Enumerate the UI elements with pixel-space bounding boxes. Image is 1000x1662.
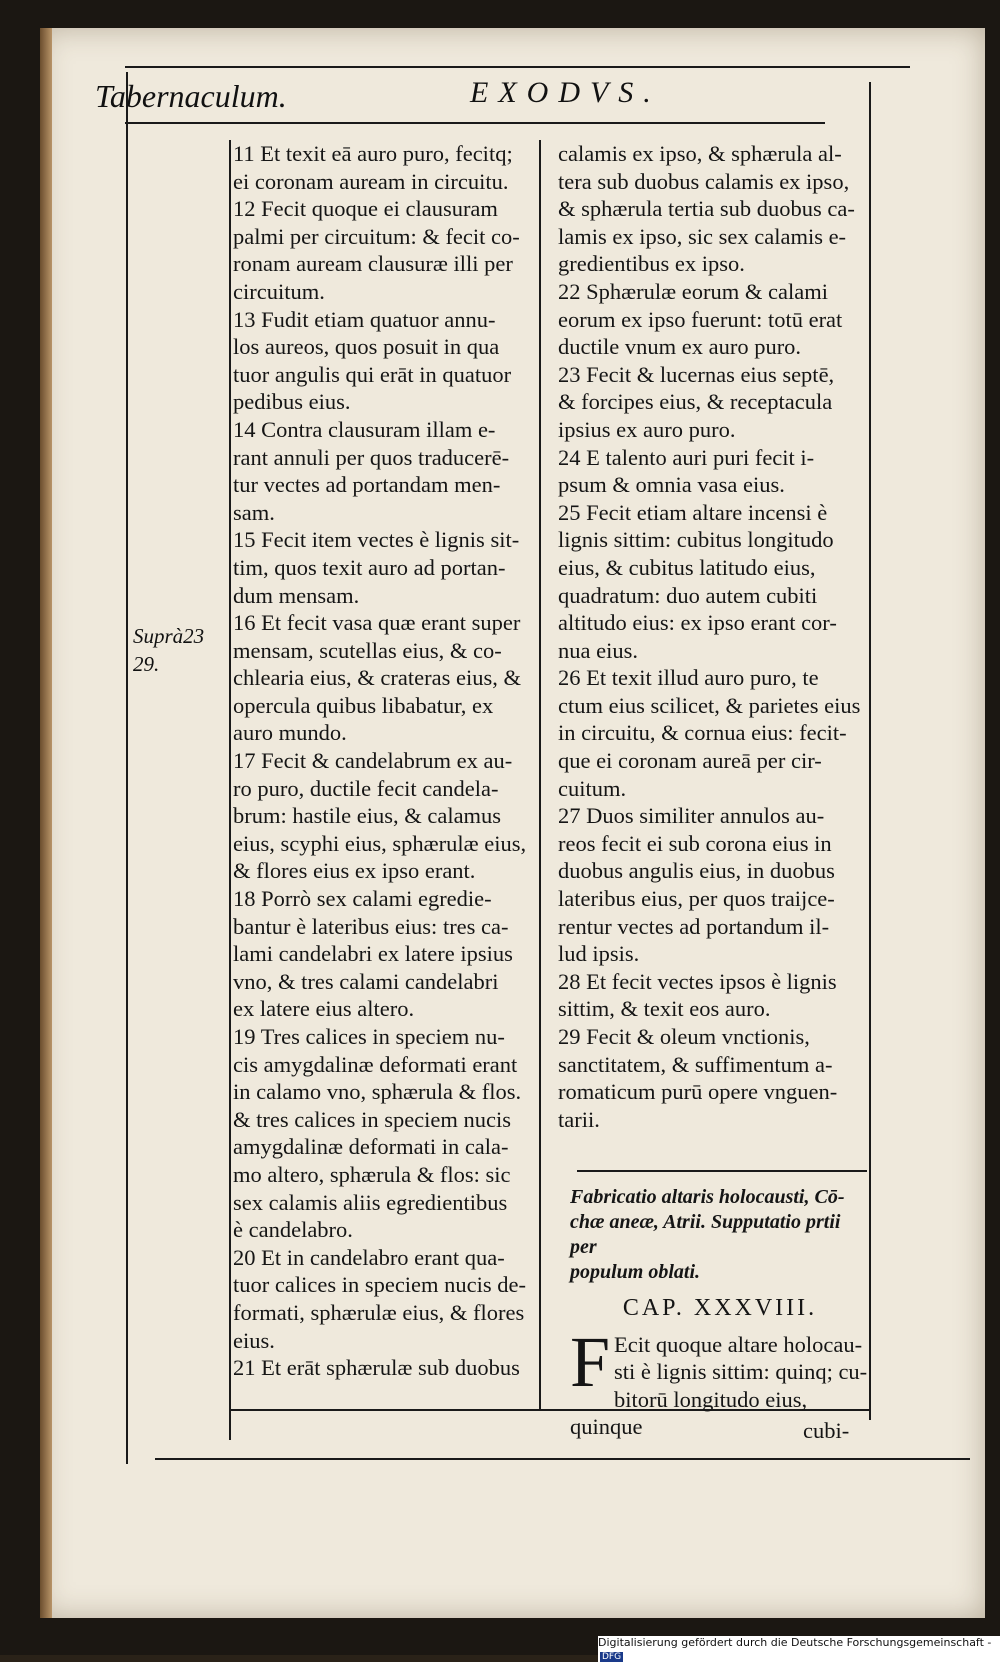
text-line: 16 Et fecit vasa quæ erant super xyxy=(233,610,521,636)
text-line: tuor angulis qui erāt in quatuor xyxy=(233,361,512,387)
text-line: sti è lignis sittim: quinq; cu- xyxy=(614,1359,868,1385)
bottom-rule-outer xyxy=(155,1458,970,1460)
text-line: 17 Fecit & candelabrum ex au- xyxy=(233,748,513,774)
right-column xyxy=(558,140,868,1133)
digitization-footer xyxy=(598,1636,1000,1662)
text-line: duobus angulis eius, in duobus xyxy=(558,858,835,884)
top-rule xyxy=(125,66,910,68)
text-line: 25 Fecit etiam altare incensi è xyxy=(558,499,828,525)
text-line: quadratum: duo autem cubiti xyxy=(558,582,818,608)
left-border xyxy=(126,72,128,1464)
margin-note-line: Suprà23 xyxy=(133,624,205,648)
text-line: sanctitatem, & suffimentum a- xyxy=(558,1051,833,1077)
text-line: bantur è lateribus eius: tres ca- xyxy=(233,913,509,939)
footer-text: Digitalisierung gefördert durch die Deutsche Forschungsgemeinschaft - xyxy=(598,1636,992,1649)
text-line: brum: hastile eius, & calamus xyxy=(233,803,502,829)
caption-line: chæ aneæ, Atrii. Supputatio prtii per xyxy=(570,1211,841,1258)
text-line: chlearia eius, & crateras eius, & xyxy=(233,665,521,691)
text-line: 19 Tres calices in speciem nu- xyxy=(233,1024,505,1049)
text-line: lamis ex ipso, sic sex calamis e- xyxy=(558,223,847,249)
text-line: & tres calices in speciem nucis xyxy=(233,1106,512,1132)
text-line: tarii. xyxy=(558,1106,600,1132)
text-line: ro puro, ductile fecit candela- xyxy=(233,775,499,801)
text-line: lud ipsis. xyxy=(558,941,640,967)
text-line: in calamo vno, sphærula & flos. xyxy=(233,1079,522,1105)
text-line: 15 Fecit item vectes è lignis sit- xyxy=(233,527,520,553)
text-line: eius, & cubitus latitudo eius, xyxy=(558,554,816,580)
text-line: eorum ex ipso fuerunt: totū erat xyxy=(558,306,843,332)
text-line: tur vectes ad portandam men- xyxy=(233,472,501,498)
text-line: 20 Et in candelabro erant qua- xyxy=(233,1244,505,1270)
text-line: 28 Et fecit vectes ipsos è lignis xyxy=(558,968,837,994)
text-line: cis amygdalinæ deformati erant xyxy=(233,1051,518,1077)
text-line: lignis sittim: cubitus longitudo xyxy=(558,527,834,553)
text-line: reos fecit ei sub corona eius in xyxy=(558,830,832,856)
text-line: bitorū longitudo eius, quinque xyxy=(570,1386,808,1440)
text-line: 13 Fudit etiam quatuor annu- xyxy=(233,306,496,332)
text-line: ductile vnum ex auro puro. xyxy=(558,334,802,360)
text-line: 26 Et texit illud auro puro, te xyxy=(558,665,819,691)
left-column xyxy=(233,140,553,1382)
catchword: cubi- xyxy=(803,1418,850,1443)
text-line: ei coronam auream in circuitu. xyxy=(233,168,509,194)
text-line: amygdalinæ deformati in cala- xyxy=(233,1134,509,1160)
text-line: 24 E talento auri puri fecit i- xyxy=(558,444,815,470)
text-line: & forcipes eius, & receptacula xyxy=(558,389,833,415)
text-line: auro mundo. xyxy=(233,720,347,746)
text-line: formati, sphærulæ eius, & flores xyxy=(233,1299,525,1325)
text-line: sex calamis aliis egredientibus xyxy=(233,1189,508,1215)
text-line: sittim, & texit eos auro. xyxy=(558,996,771,1022)
text-line: tuor calices in speciem nucis de- xyxy=(233,1272,527,1298)
text-line: 22 Sphærulæ eorum & calami xyxy=(558,278,828,304)
text-line: palmi per circuitum: & fecit co- xyxy=(233,223,520,249)
text-line: lateribus eius, per quos traijce- xyxy=(558,886,835,912)
text-line: nua eius. xyxy=(558,637,638,663)
header-rule xyxy=(125,122,825,124)
text-line: eius, scyphi eius, sphærulæ eius, xyxy=(233,830,527,856)
margin-note-line: 29. xyxy=(133,652,160,676)
text-line: ipsius ex auro puro. xyxy=(558,416,736,442)
text-line: calamis ex ipso, & sphærula al- xyxy=(558,141,842,166)
text-line: circuitum. xyxy=(233,278,325,304)
text-line: sam. xyxy=(233,499,275,525)
text-line: 29 Fecit & oleum vnctionis, xyxy=(558,1024,810,1049)
text-line: 11 Et texit eā auro puro, fecitq; xyxy=(233,141,513,166)
running-head-left: Tabernaculum. xyxy=(95,78,287,114)
text-line: in circuitu, & cornua eius: fecit- xyxy=(558,720,847,746)
margin-note xyxy=(133,622,204,678)
page-edge xyxy=(40,28,52,1618)
text-line: que ei coronam aureā per cir- xyxy=(558,748,822,774)
caption-line: populum oblati. xyxy=(570,1261,701,1283)
text-line: opercula quibus libabatur, ex xyxy=(233,692,494,718)
text-line: Ecit quoque altare holocau- xyxy=(614,1331,863,1357)
text-line: & flores eius ex ipso erant. xyxy=(233,858,476,884)
text-line: rant annuli per quos traducerē- xyxy=(233,444,510,470)
text-line: mensam, scutellas eius, & co- xyxy=(233,637,502,663)
text-line: & sphærula tertia sub duobus ca- xyxy=(558,196,855,222)
text-line: vno, & tres calami candelabri xyxy=(233,968,499,994)
gutter-rule-left xyxy=(229,140,231,1440)
text-line: 23 Fecit & lucernas eius septē, xyxy=(558,361,835,387)
chapter-block xyxy=(570,1185,870,1441)
text-line: 27 Duos similiter annulos au- xyxy=(558,803,825,829)
text-line: romaticum purū opere vnguen- xyxy=(558,1079,838,1105)
text-line: ronam auream clausuræ illi per xyxy=(233,251,513,277)
text-line: los aureos, quos posuit in qua xyxy=(233,334,500,360)
text-line: tera sub duobus calamis ex ipso, xyxy=(558,168,850,194)
dfg-logo: DFG xyxy=(602,1652,622,1662)
text-line: eius. xyxy=(233,1327,275,1353)
chapter-heading: CAP. XXXVIII. xyxy=(622,1295,818,1321)
text-line: dum mensam. xyxy=(233,582,360,608)
drop-cap: F xyxy=(570,1321,611,1402)
caption-line: Fabricatio altaris holocausti, Cō- xyxy=(570,1186,845,1208)
text-line: psum & omnia vasa eius. xyxy=(558,472,785,498)
text-line: lami candelabri ex latere ipsius xyxy=(233,941,513,967)
text-line: tim, quos texit auro ad portan- xyxy=(233,554,506,580)
text-line: pedibus eius. xyxy=(233,389,351,415)
caption-rule xyxy=(577,1170,867,1172)
text-line: ex latere eius altero. xyxy=(233,996,415,1022)
text-line: 14 Contra clausuram illam e- xyxy=(233,416,496,442)
text-line: gredientibus ex ipso. xyxy=(558,251,745,277)
text-line: rentur vectes ad portandum il- xyxy=(558,913,830,939)
chapter-caption xyxy=(570,1185,870,1285)
text-line: mo altero, sphærula & flos: sic xyxy=(233,1161,511,1187)
text-line: è candelabro. xyxy=(233,1217,353,1243)
text-line: 21 Et erāt sphærulæ sub duobus xyxy=(233,1355,520,1381)
running-head-center: EXODVS. xyxy=(470,76,661,109)
text-line: ctum eius scilicet, & parietes eius xyxy=(558,692,861,718)
text-line: 18 Porrò sex calami egredie- xyxy=(233,886,492,912)
text-line: 12 Fecit quoque ei clausuram xyxy=(233,196,498,222)
text-line: altitudo eius: ex ipso erant cor- xyxy=(558,610,837,636)
text-line: cuitum. xyxy=(558,775,627,801)
